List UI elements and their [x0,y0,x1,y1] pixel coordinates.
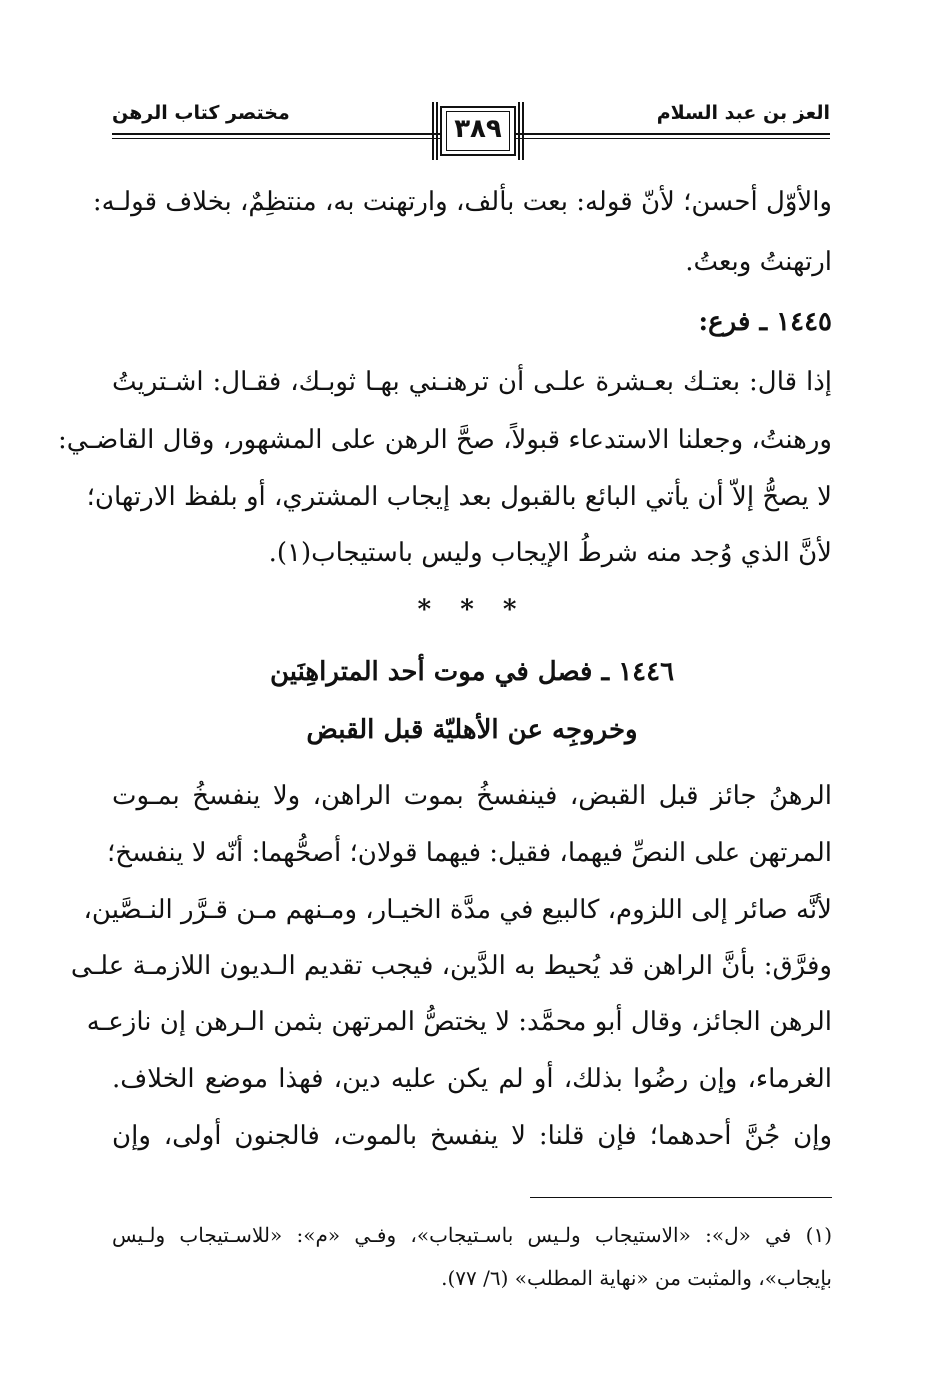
branch-line-4: لأنَّ الذي وُجد منه شرطُ الإيجاب وليس باستيجاب(١). [268,538,832,568]
branch-line-2: ورهنتُ، وجعلنا الاستدعاء قبولاً، صحَّ الرهن على المشهور، وقال القاضـي: [58,425,832,455]
page-number-frame-left [432,102,438,160]
page-number: ٣٨٩ [454,114,502,144]
section-line-1: الرهنُ جائز قبل القبض، فينفسخُ بموت الراهن، ولا ينفسخُ بمـوت [112,781,832,811]
header-author: العز بن عبد السلام [656,102,830,124]
section-line-5: الرهن الجائز، وقال أبو محمَّد: لا يختصُّ المرتهن بثمن الـرهن إن نازعـه [86,1007,832,1037]
section-title-line-1: ١٤٤٦ ـ فصل في موت أحد المتراهِنَين [269,657,675,687]
section-title-line-2: وخروجِه عن الأهليّة قبل القبض [306,715,638,745]
intro-line-2: ارتهنتُ وبعتُ. [685,247,832,277]
section-line-7: وإن جُنَّ أحدهما؛ فإن قلنا: لا ينفسخ بالموت، فالجنون أولى، وإن [112,1121,832,1151]
header-book-title: مختصر كتاب الرهن [112,102,290,124]
section-line-2: المرتهن على النصِّ فيهما، فقيل: فيهما قولان؛ أصحُّهما: أنّه لا ينفسخ؛ [106,838,832,868]
footnote-line-1: (١) في «ل»: «الاستيجاب ولـيس باسـتيجاب»، وفـي «م»: «للاسـتيجاب ولـيس [112,1223,832,1247]
footnote-rule [530,1197,832,1198]
branch-line-1: إذا قال: بعتـك بعـشرة علـى أن ترهنـني بهـا ثوبـك، فقـال: اشـتريتُ [112,367,832,397]
branch-heading: ١٤٤٥ ـ فرع: [698,307,832,337]
intro-line-1: والأوّل أحسن؛ لأنّ قوله: بعت بألف، وارتهنت به، منتظِمٌ، بخلاف قولـه: [92,187,832,217]
footnote-line-2: بإيجاب»، والمثبت من «نهاية المطلب» (٦/ ٧٧). [441,1266,832,1290]
section-line-6: الغرماء، وإن رضُوا بذلك، أو لم يكن عليه دين، فهذا موضع الخلاف. [112,1064,832,1094]
page-number-frame-right [518,102,524,160]
section-separator: * * * [417,595,527,625]
branch-line-3: لا يصحُّ إلاّ أن يأتي البائع بالقبول بعد إيجاب المشتري، أو بلفظ الارتهان؛ [86,482,832,512]
section-line-3: لأنَّه صائر إلى اللزوم، كالبيع في مدَّة الخيـار، ومـنهم مـن قـرَّر النـصَّين، [83,895,832,925]
section-line-4: وفرَّق: بأنَّ الراهن قد يُحيط به الدَّين، فيجب تقديم الـديون اللازمـة علـى [70,951,832,981]
